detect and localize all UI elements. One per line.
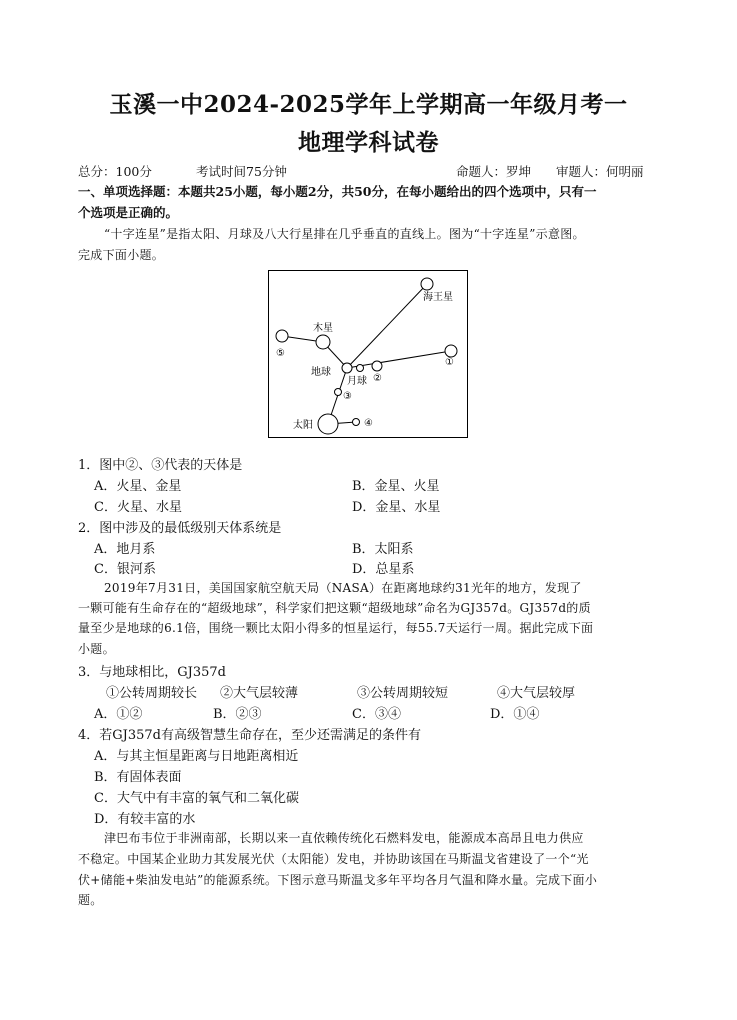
- q2-option-c[interactable]: C．银河系: [94, 562, 156, 577]
- label-4: ④: [364, 418, 373, 429]
- author: 命题人：罗坤: [456, 164, 532, 179]
- section-heading-line2: 个选项是正确的。: [78, 205, 179, 220]
- line-neptune: [347, 284, 427, 368]
- q2-stem: 2．图中涉及的最低级别天体系统是: [78, 521, 282, 536]
- q2-option-a[interactable]: A．地月系: [94, 542, 156, 557]
- jupiter-circle: [316, 335, 330, 349]
- passage2-line3: 量至少是地球的6.1倍，围绕一颗比太阳小得多的恒星运行，每55.7天运行一周。据此完成下面: [78, 621, 594, 635]
- q3-option-d[interactable]: D．①④: [490, 707, 540, 722]
- q3-stem: 3．与地球相比，GJ357d: [78, 665, 227, 680]
- q4-option-b[interactable]: B．有固体表面: [94, 770, 182, 785]
- exam-time: 考试时间75分钟: [196, 164, 287, 179]
- cross-planet-diagram: [269, 271, 469, 439]
- planet-5-circle: [276, 330, 288, 342]
- reviewer: 审题人：何明丽: [556, 164, 644, 179]
- label-2: ②: [373, 373, 382, 384]
- q3-option-a[interactable]: A．①②: [94, 707, 143, 722]
- passage2-line2: 一颗可能有生命存在的“超级地球”，科学家们把这颗“超级地球”命名为GJ357d。GJ357d的质: [78, 601, 591, 615]
- passage2-line1: 2019年7月31日，美国国家航空航天局（NASA）在距离地球约31光年的地方，发现了: [104, 581, 582, 595]
- label-earth: 地球: [311, 367, 331, 378]
- q1-option-a[interactable]: A．火星、金星: [94, 479, 182, 494]
- earth-circle: [342, 363, 352, 373]
- q2-option-b[interactable]: B．太阳系: [352, 542, 414, 557]
- passage2-line4: 小题。: [78, 642, 115, 656]
- cross-planet-figure: [268, 270, 468, 438]
- passage1-line2: 完成下面小题。: [78, 248, 165, 262]
- exam-subtitle: 地理学科试卷: [298, 129, 439, 156]
- q3-statement-4: ④大气层较厚: [497, 686, 576, 701]
- sun-circle: [318, 414, 338, 434]
- total-score: 总分：100分: [78, 164, 152, 179]
- passage1-line1: “十字连星”是指太阳、月球及八大行星排在几乎垂直的直线上。图为“十字连星”示意图。: [104, 227, 585, 241]
- label-jupiter: 木星: [313, 323, 333, 334]
- exam-title: 玉溪一中2024-2025学年上学期高一年级月考一: [109, 91, 628, 118]
- label-5: ⑤: [276, 348, 285, 359]
- passage3-line3: 伏+储能+柴油发电站”的能源系统。下图示意马斯温戈多年平均各月气温和降水量。完成下面小: [78, 873, 598, 887]
- q3-statement-2: ②大气层较薄: [220, 686, 299, 701]
- neptune-circle: [421, 278, 433, 290]
- q1-stem: 1．图中②、③代表的天体是: [78, 458, 243, 473]
- q4-option-a[interactable]: A．与其主恒星距离与日地距离相近: [94, 749, 299, 764]
- q4-option-d[interactable]: D．有较丰富的水: [94, 812, 196, 827]
- planet-3-circle: [335, 389, 342, 396]
- label-moon: 月球: [347, 376, 367, 387]
- label-sun: 太阳: [293, 420, 313, 431]
- passage3-line2: 不稳定。中国某企业助力其发展光伏（太阳能）发电，并协助该国在马斯温戈省建设了一个“光: [78, 852, 589, 866]
- q1-option-c[interactable]: C．火星、水星: [94, 500, 182, 515]
- planet-2-circle: [372, 361, 382, 371]
- q1-option-d[interactable]: D．金星、水星: [352, 500, 441, 515]
- section-heading-line1: 一、单项选择题：本题共25小题，每小题2分，共50分，在每小题给出的四个选项中，只有一: [78, 184, 597, 199]
- q4-stem: 4．若GJ357d有高级智慧生命存在，至少还需满足的条件有: [78, 728, 422, 743]
- passage3-line1: 津巴布韦位于非洲南部，长期以来一直依赖传统化石燃料发电，能源成本高昂且电力供应: [104, 831, 584, 845]
- q3-statement-1: ①公转周期较长: [106, 686, 198, 701]
- q1-option-b[interactable]: B．金星、火星: [352, 479, 440, 494]
- moon-circle: [357, 365, 364, 372]
- planet-1-circle: [445, 345, 457, 357]
- label-3: ③: [343, 391, 352, 402]
- q3-option-c[interactable]: C．③④: [352, 707, 401, 722]
- label-1: ①: [445, 357, 454, 368]
- passage3-line4: 题。: [78, 893, 103, 907]
- q4-option-c[interactable]: C．大气中有丰富的氧气和二氧化碳: [94, 791, 299, 806]
- label-neptune: 海王星: [423, 292, 453, 303]
- q3-option-b[interactable]: B．②③: [213, 707, 262, 722]
- q2-option-d[interactable]: D．总星系: [352, 562, 415, 577]
- q3-statement-3: ③公转周期较短: [357, 686, 449, 701]
- planet-4-circle: [353, 419, 360, 426]
